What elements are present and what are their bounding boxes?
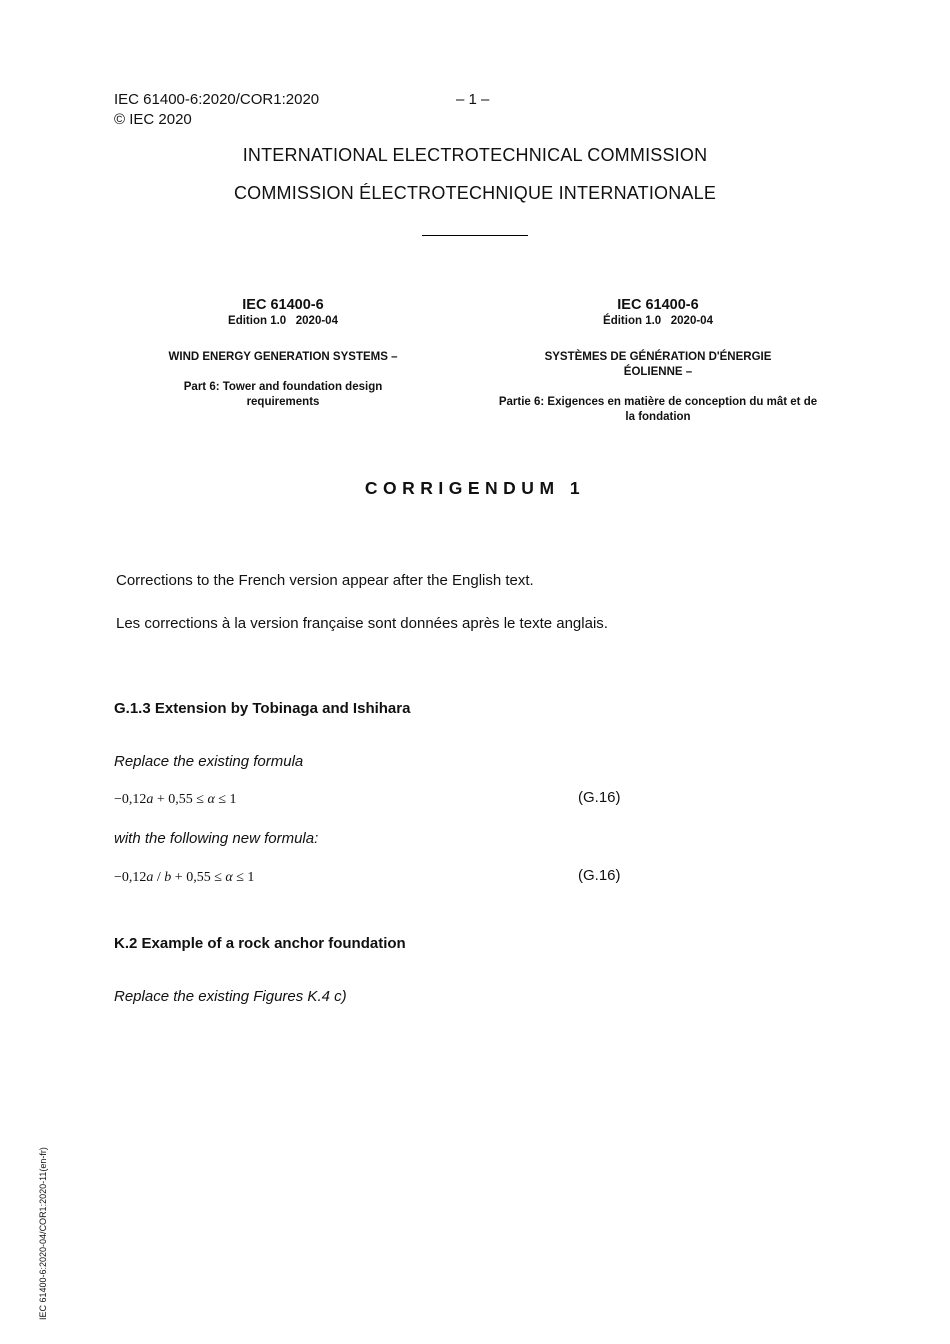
title-divider bbox=[422, 235, 528, 236]
english-edition: Edition 1.0 2020-04 bbox=[228, 315, 338, 327]
old-formula bbox=[114, 792, 237, 808]
french-series-title: SYSTÈMES DE GÉNÉRATION D'ÉNERGIE ÉOLIENNE – bbox=[544, 351, 772, 378]
english-standard-number: IEC 61400-6 bbox=[242, 297, 324, 313]
intro-french: Les corrections à la version française sont données après le texte anglais. bbox=[116, 615, 608, 632]
english-part-title: Part 6: Tower and foundation design requirements bbox=[183, 381, 383, 408]
french-standard-number: IEC 61400-6 bbox=[617, 297, 699, 313]
section-g-heading: G.1.3 Extension by Tobinaga and Ishihara bbox=[114, 700, 411, 717]
commission-name-french: COMMISSION ÉLECTROTECHNIQUE INTERNATIONALE bbox=[233, 183, 717, 203]
new-formula bbox=[114, 870, 254, 886]
formula-coefficient: −0,12 bbox=[114, 792, 147, 807]
formula-rhs: ≤ 1 bbox=[232, 870, 255, 885]
section-g-with-instruction: with the following new formula: bbox=[114, 830, 319, 847]
section-k-replace-instruction: Replace the existing Figures K.4 c) bbox=[114, 988, 347, 1005]
formula-variable-b: b bbox=[164, 870, 172, 885]
commission-name-english: INTERNATIONAL ELECTROTECHNICAL COMMISSION bbox=[242, 145, 708, 165]
intro-english: Corrections to the French version appear after the English text. bbox=[116, 572, 534, 589]
french-edition: Édition 1.0 2020-04 bbox=[603, 315, 713, 327]
equation-number-old: (G.16) bbox=[578, 789, 621, 806]
english-series-title: WIND ENERGY GENERATION SYSTEMS – bbox=[168, 351, 398, 363]
document-reference: IEC 61400-6:2020/COR1:2020 bbox=[114, 91, 320, 108]
section-k-heading: K.2 Example of a rock anchor foundation bbox=[114, 935, 406, 952]
formula-alpha: α bbox=[207, 792, 215, 807]
copyright-notice: © IEC 2020 bbox=[114, 111, 192, 128]
formula-variable-a: a bbox=[146, 870, 154, 885]
formula-slash: / bbox=[153, 870, 165, 885]
formula-coefficient: −0,12 bbox=[114, 870, 147, 885]
equation-number-new: (G.16) bbox=[578, 867, 621, 884]
english-standard-block bbox=[113, 297, 453, 410]
formula-variable-a: a bbox=[146, 792, 154, 807]
french-part-title: Partie 6: Exigences en matière de conception du mât et de la fondation bbox=[498, 396, 818, 423]
french-standard-block bbox=[488, 297, 828, 425]
formula-middle: + 0,55 ≤ bbox=[153, 792, 208, 807]
section-g-replace-instruction: Replace the existing formula bbox=[114, 753, 304, 770]
side-reference-note: IEC 61400-6:2020-04/COR1:2020-11(en-fr) bbox=[38, 1147, 48, 1320]
formula-middle: + 0,55 ≤ bbox=[171, 870, 226, 885]
page-number: – 1 – bbox=[456, 91, 490, 108]
corrigendum-title: CORRIGENDUM 1 bbox=[364, 478, 586, 498]
formula-rhs: ≤ 1 bbox=[214, 792, 237, 807]
formula-alpha: α bbox=[225, 870, 233, 885]
